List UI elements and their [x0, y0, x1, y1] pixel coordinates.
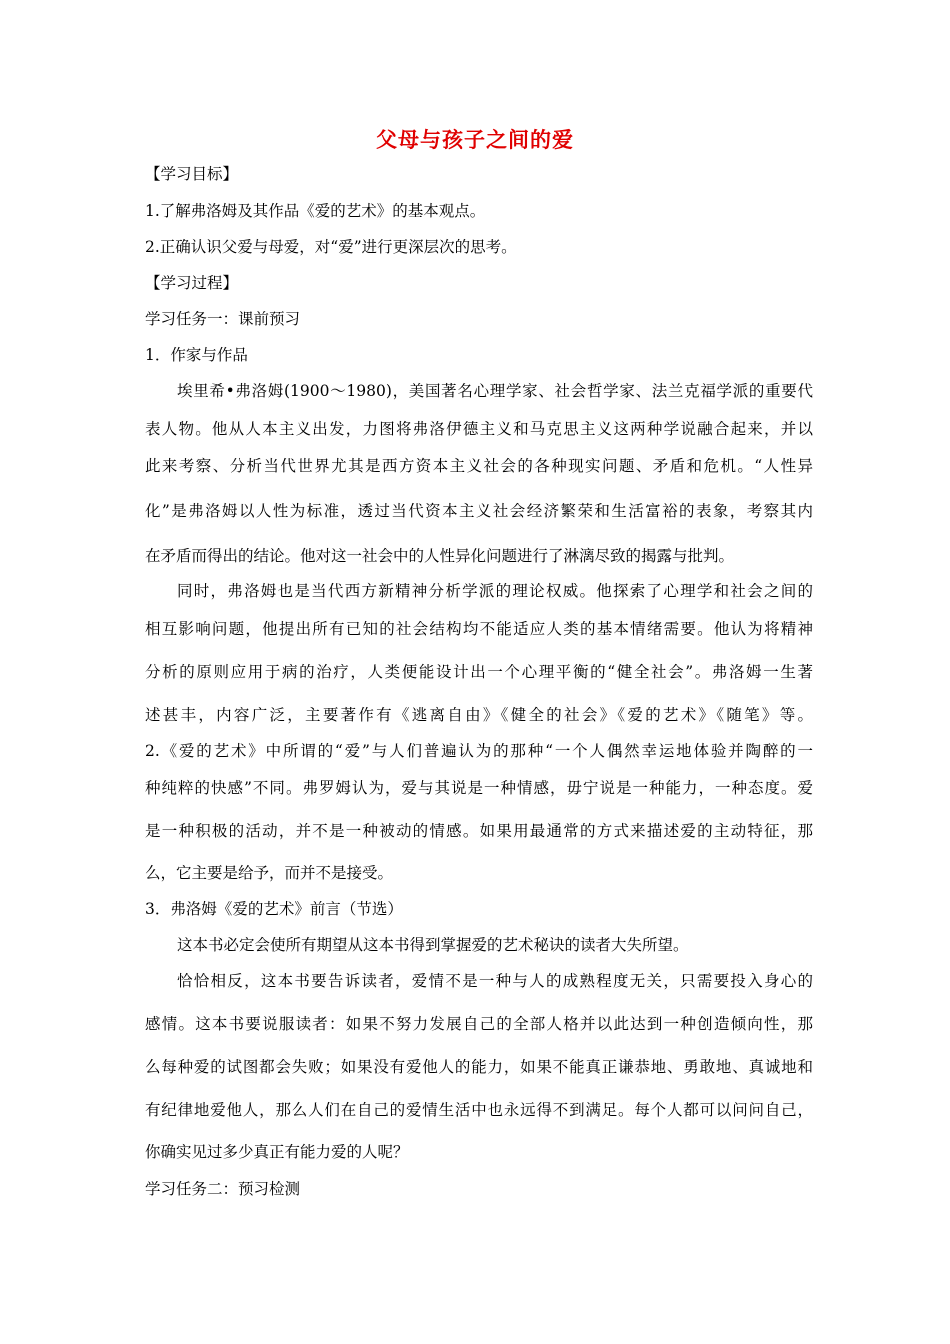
- paragraph-line: 么，它主要是给予，而并不是接受。: [145, 864, 394, 882]
- paragraph-line: 是一种积极的活动，并不是一种被动的情感。如果用最通常的方式来描述爱的主动特征，那: [145, 822, 813, 840]
- task-two-heading: 学习任务二：预习检测: [145, 1180, 301, 1198]
- task-one-heading: 学习任务一：课前预习: [145, 310, 301, 328]
- paragraph-line: 此来考察、分析当代世界尤其是西方资本主义社会的各种现实问题、矛盾和危机。“人性异: [145, 457, 813, 475]
- paragraph-line: 有纪律地爱他人，那么人们在自己的爱情生活中也永远得不到满足。每个人都可以问问自己，: [145, 1101, 813, 1119]
- paragraph-line: 你确实见过多少真正有能力爱的人呢？: [145, 1143, 409, 1161]
- page-title: 父母与孩子之间的爱: [376, 127, 574, 152]
- subheading-preface: 3．弗洛姆《爱的艺术》前言（节选）: [145, 900, 403, 918]
- paragraph-line: 在矛盾而得出的结论。他对这一社会中的人性异化问题进行了淋漓尽致的揭露与批判。: [145, 547, 735, 565]
- paragraph-line: 恰恰相反，这本书要告诉读者，爱情不是一种与人的成熟程度无关，只需要投入身心的: [177, 972, 813, 990]
- goal-item-1: 1.了解弗洛姆及其作品《爱的艺术》的基本观点。: [145, 202, 486, 220]
- paragraph-line: 感情。这本书要说服读者：如果不努力发展自己的全部人格并以此达到一种创造倾向性，那: [145, 1015, 813, 1033]
- paragraph-line: 埃里希•弗洛姆(1900～1980)，美国著名心理学家、社会哲学家、法兰克福学派的重要代: [177, 382, 813, 400]
- paragraph-line: 化”是弗洛姆以人性为标准，透过当代资本主义社会经济繁荣和生活富裕的表象，考察其内: [145, 502, 813, 520]
- paragraph-line: 么每种爱的试图都会失败；如果没有爱他人的能力，如果不能真正谦恭地、勇敢地、真诚地和: [145, 1058, 813, 1076]
- goal-item-2: 2.正确认识父爱与母爱，对“爱”进行更深层次的思考。: [145, 238, 517, 256]
- paragraph-line: 分析的原则应用于病的治疗，人类便能设计出一个心理平衡的“健全社会”。弗洛姆一生著: [145, 663, 813, 681]
- paragraph-line: 相互影响问题，他提出所有已知的社会结构均不能适应人类的基本情绪需要。他认为将精神: [145, 620, 813, 638]
- paragraph-line: 这本书必定会使所有期望从这本书得到掌握爱的艺术秘诀的读者大失所望。: [177, 936, 689, 954]
- paragraph-line: 述甚丰，内容广泛，主要著作有《逃离自由》《健全的社会》《爱的艺术》《随笔》等。: [145, 706, 813, 724]
- section-heading-process: 【学习过程】: [145, 274, 239, 292]
- paragraph-line: 表人物。他从人本主义出发，力图将弗洛伊德主义和马克思主义这两种学说融合起来，并以: [145, 420, 813, 438]
- paragraph-line: 2.《爱的艺术》中所谓的“爱”与人们普遍认为的那种“一个人偶然幸运地体验并陶醉的一: [145, 742, 813, 760]
- section-heading-goals: 【学习目标】: [145, 165, 239, 183]
- paragraph-line: 种纯粹的快感”不同。弗罗姆认为，爱与其说是一种情感，毋宁说是一种能力，一种态度。爱: [145, 779, 813, 797]
- paragraph-line: 同时，弗洛姆也是当代西方新精神分析学派的理论权威。他探索了心理学和社会之间的: [177, 582, 813, 600]
- subheading-author-works: 1．作家与作品: [145, 346, 248, 364]
